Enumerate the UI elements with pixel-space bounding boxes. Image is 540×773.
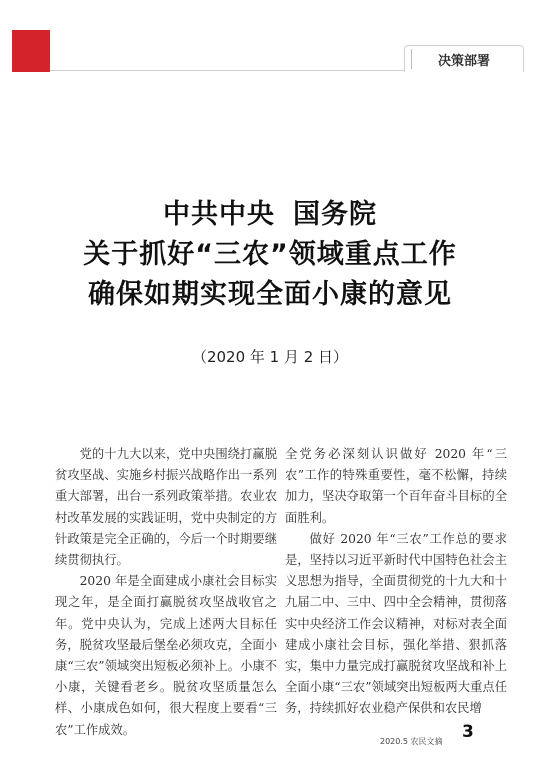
paragraph: 2020 年是全面建成小康社会目标实现之年，是全面打赢脱贫攻坚战收官之年。党中央认为，完成上述两大目标任务，脱贫攻坚最后堡垒必须攻克，全面小康“三农”领域突出短板必须补上。小康不小康，关键看老乡。脱贫攻坚质量怎么样、小康成色如何，很大程度上要看“三农”工作成效。 xyxy=(55,574,277,737)
title-issuer-1: 中共中央 xyxy=(163,199,275,230)
section-tag-label: 决策部署 xyxy=(437,53,490,69)
paragraph-continued: 全党务必深刻认识做好 2020 年“三农”工作的特殊重要性，毫不松懈，持续加力，坚决夺取第一个百年奋斗目标的全面胜利。 xyxy=(285,447,507,525)
title-line-1 xyxy=(0,195,540,235)
issue-date: （2020 年 1 月 2 日） xyxy=(191,348,349,366)
body-column-right xyxy=(285,444,507,720)
title-line-2: 关于抓好“三农”领域重点工作 xyxy=(83,239,457,270)
tab-tick-decoration xyxy=(411,49,412,69)
header-red-block xyxy=(12,30,50,72)
body-column-left xyxy=(55,444,277,741)
paragraph: 党的十九大以来，党中央围绕打赢脱贫攻坚战、实施乡村振兴战略作出一系列重大部署，出台一系列政策举措。农业农村改革发展的实践证明，党中央制定的方针政策是完全正确的，今后一个时期要继续贯彻执行。 xyxy=(55,447,277,568)
footer-issue: 2020.5 农民文摘 xyxy=(380,737,443,746)
section-tag xyxy=(404,45,524,72)
title-issuer-2: 国务院 xyxy=(293,199,377,230)
page-number: 3 xyxy=(462,722,474,742)
paragraph: 做好 2020 年“三农”工作总的要求是，坚持以习近平新时代中国特色社会主义思想为指导，全面贯彻党的十九大和十九届二中、三中、四中全会精神，贯彻落实中央经济工作会议精神，对标对表全面建成小康社会目标，强化举措、狠抓落实，集中力量完成打赢脱贫攻坚战和补上全面小康“三农”领域突出短板两大重点任务，持续抓好农业稳产保供和农民增 xyxy=(285,531,507,716)
title-line-3: 确保如期实现全面小康的意见 xyxy=(88,279,452,310)
article-title xyxy=(0,195,540,315)
